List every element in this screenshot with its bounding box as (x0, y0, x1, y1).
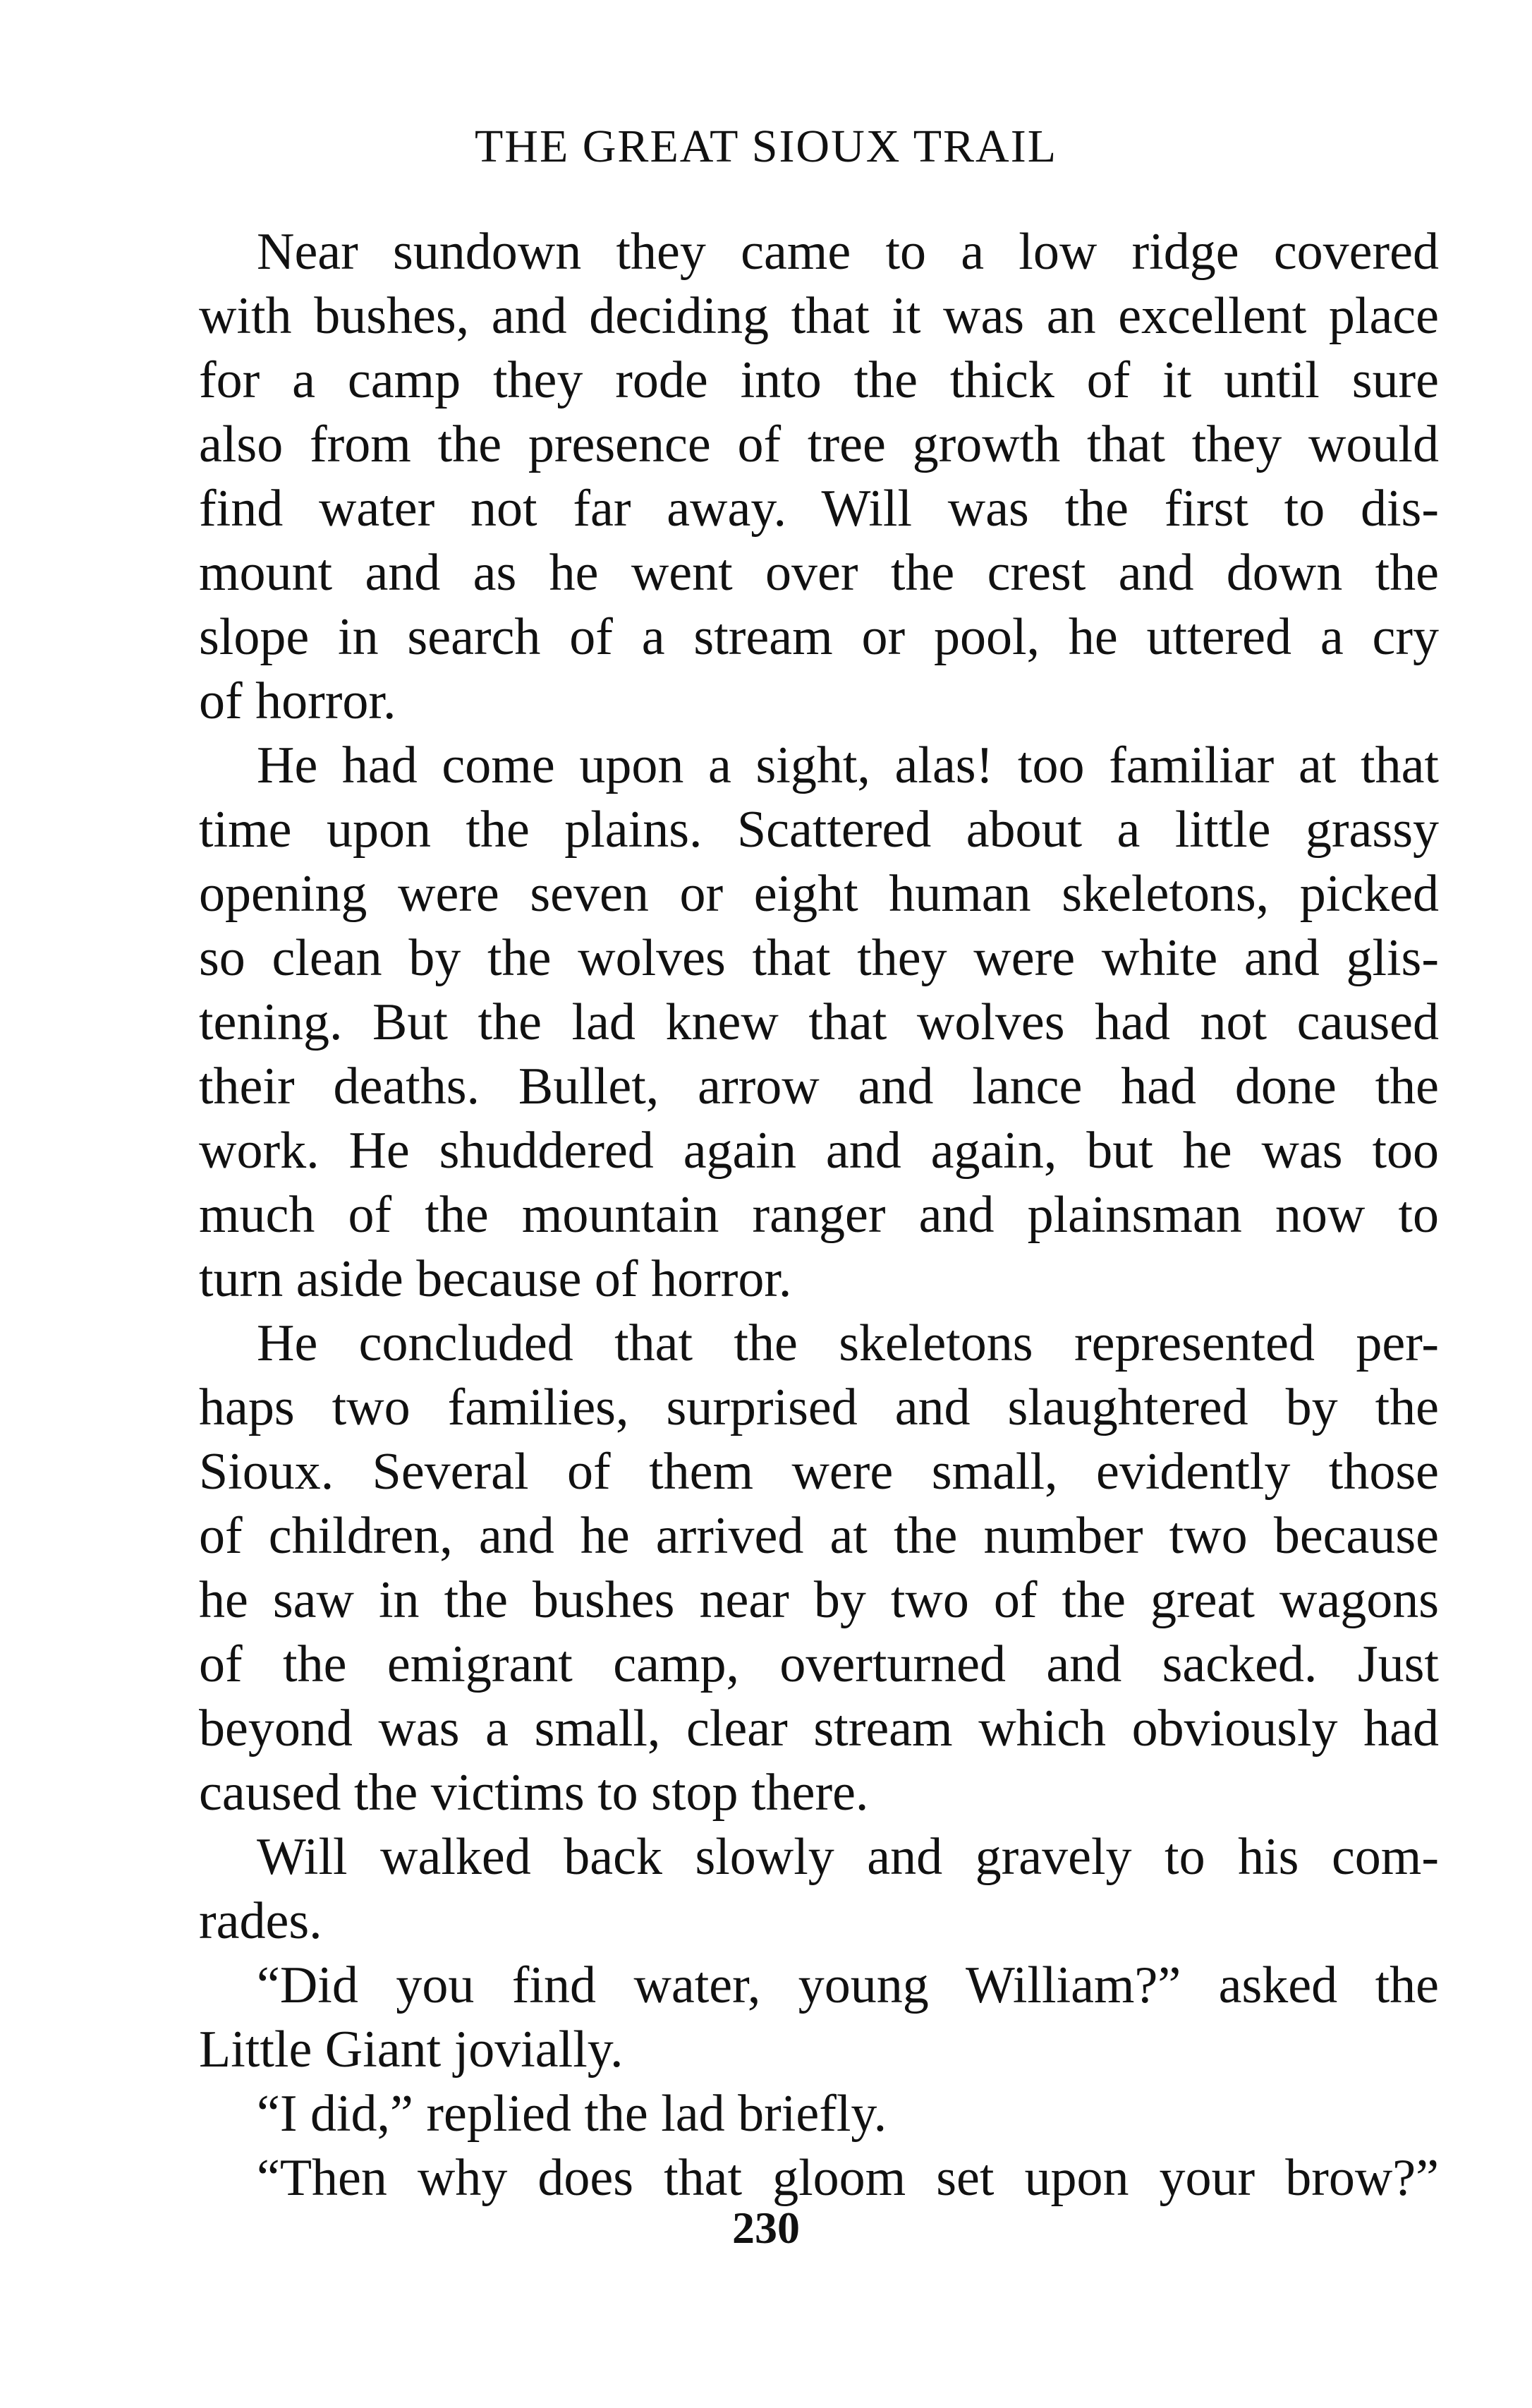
text-line: tening. But the lad knew that wolves had not caused (199, 993, 1439, 1051)
text-line: Near sundown they came to a low ridge covered (257, 223, 1439, 281)
running-head: THE GREAT SIOUX TRAIL (474, 121, 1058, 172)
text-line: with bushes, and deciding that it was an excellent place (199, 287, 1439, 345)
text-line: He had come upon a sight, alas! too familiar at that (257, 737, 1439, 794)
text-line: he saw in the bushes near by two of the great wagons (199, 1571, 1439, 1629)
text-line: of children, and he arrived at the number two because (199, 1507, 1439, 1565)
text-line: caused the victims to stop there. (199, 1764, 869, 1822)
text-line: work. He shuddered again and again, but he was too (199, 1122, 1439, 1180)
text-line: rades. (199, 1892, 322, 1950)
text-line: “I did,” replied the lad briefly. (257, 2085, 887, 2143)
text-line: find water not far away. Will was the first to dis- (199, 480, 1439, 538)
text-line: beyond was a small, clear stream which obviously had (199, 1700, 1439, 1757)
text-line: Little Giant jovially. (199, 2021, 624, 2079)
text-line: Will walked back slowly and gravely to his com- (257, 1828, 1439, 1886)
text-line: slope in search of a stream or pool, he uttered a cry (199, 608, 1439, 666)
text-line: mount and as he went over the crest and down the (199, 544, 1439, 602)
text-line: “Then why does that gloom set upon your brow?” (257, 2149, 1439, 2207)
text-line: turn aside because of horror. (199, 1250, 792, 1308)
text-line: of the emigrant camp, overturned and sacked. Just (199, 1635, 1439, 1693)
text-line: Sioux. Several of them were small, evidently those (199, 1443, 1439, 1501)
text-line: opening were seven or eight human skeletons, picked (199, 865, 1439, 923)
text-line: much of the mountain ranger and plainsman now to (199, 1186, 1439, 1244)
text-line: haps two families, surprised and slaughtered by the (199, 1379, 1439, 1436)
text-line: for a camp they rode into the thick of it until sure (199, 351, 1439, 409)
text-line: “Did you find water, young William?” asked the (257, 1956, 1439, 2014)
text-line: their deaths. Bullet, arrow and lance had done the (199, 1058, 1439, 1115)
text-line: of horror. (199, 672, 396, 730)
text-line: so clean by the wolves that they were white and glis- (199, 929, 1439, 987)
text-line: He concluded that the skeletons represented per- (257, 1314, 1439, 1372)
text-line: also from the presence of tree growth that they would (199, 416, 1439, 473)
page-number: 230 (732, 2203, 800, 2253)
body-text (199, 220, 1439, 2210)
text-line: time upon the plains. Scattered about a little grassy (199, 801, 1439, 859)
